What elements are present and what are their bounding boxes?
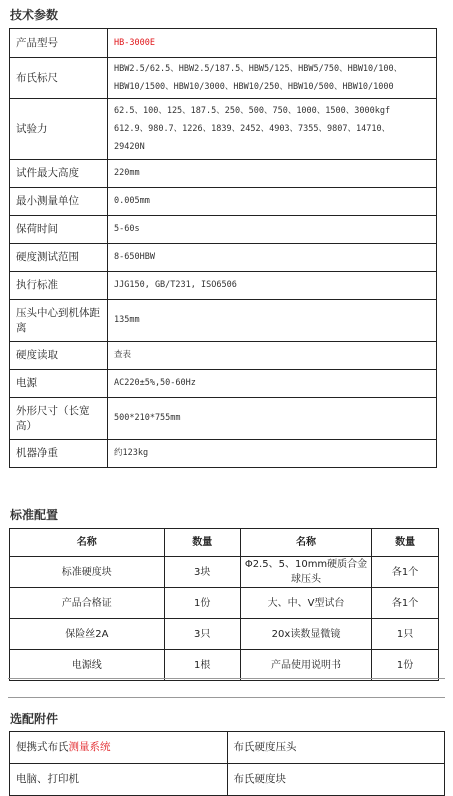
spec-label: 硬度测试范围 bbox=[10, 244, 108, 272]
spec-row bbox=[10, 300, 437, 342]
table-cell: 1份 bbox=[372, 650, 439, 681]
standard-config-table bbox=[9, 528, 439, 681]
table-cell: Φ2.5、5、10mm硬质合金球压头 bbox=[240, 557, 371, 588]
spec-value bbox=[108, 216, 437, 244]
column-header: 数量 bbox=[164, 529, 240, 557]
spec-row bbox=[10, 29, 437, 58]
table-cell: 产品合格证 bbox=[10, 588, 165, 619]
spec-row bbox=[10, 216, 437, 244]
spec-label: 最小测量单位 bbox=[10, 188, 108, 216]
spec-value-line: HBW2.5/62.5、HBW2.5/187.5、HBW5/125、HBW5/750、HBW10/100、 bbox=[114, 63, 403, 74]
spec-value bbox=[108, 160, 437, 188]
table-cell: 1份 bbox=[164, 588, 240, 619]
table-cell: 3块 bbox=[164, 557, 240, 588]
spec-value-line: 612.9、980.7、1226、1839、2452、4903、7355、9807、14710、 bbox=[114, 123, 391, 134]
divider bbox=[8, 697, 445, 698]
divider bbox=[8, 678, 445, 679]
table-cell: 保险丝2A bbox=[10, 619, 165, 650]
table-cell: 大、中、V型试台 bbox=[240, 588, 371, 619]
table-cell: 3只 bbox=[164, 619, 240, 650]
column-header: 名称 bbox=[10, 529, 165, 557]
spec-value-line: HB-3000E bbox=[114, 37, 155, 48]
table-cell: 产品使用说明书 bbox=[240, 650, 371, 681]
spec-value-line: HBW10/1500、HBW10/3000、HBW10/250、HBW10/500、HBW10/1000 bbox=[114, 81, 394, 92]
column-header: 名称 bbox=[240, 529, 371, 557]
tech-section-title: 技术参数 bbox=[10, 8, 59, 22]
spec-label: 电源 bbox=[10, 370, 108, 398]
column-header: 数量 bbox=[372, 529, 439, 557]
optional-section-title: 选配附件 bbox=[10, 712, 59, 726]
spec-value-line: JJG150, GB/T231, ISO6506 bbox=[114, 280, 237, 290]
spec-value bbox=[108, 300, 437, 342]
spec-label: 机器净重 bbox=[10, 440, 108, 468]
table-row bbox=[10, 732, 445, 764]
table-cell bbox=[10, 764, 228, 796]
cell-text: 布氏硬度压头 bbox=[233, 741, 297, 753]
spec-value bbox=[108, 398, 437, 440]
cell-text: 电脑、打印机 bbox=[16, 773, 79, 785]
spec-label: 硬度读取 bbox=[10, 342, 108, 370]
spec-label: 压头中心到机体距离 bbox=[10, 300, 108, 342]
table-row bbox=[10, 557, 439, 588]
table-cell bbox=[10, 732, 228, 764]
tech-spec-table bbox=[9, 28, 437, 468]
spec-row bbox=[10, 58, 437, 99]
spec-label: 产品型号 bbox=[10, 29, 108, 58]
table-cell: 1只 bbox=[372, 619, 439, 650]
spec-value bbox=[108, 244, 437, 272]
cell-text: 布氏硬度块 bbox=[233, 773, 286, 785]
spec-value-line: 8-650HBW bbox=[114, 252, 155, 262]
highlight-text: 测量系统 bbox=[68, 741, 111, 753]
cell-text: 便携式布氏 bbox=[16, 741, 69, 753]
spec-row bbox=[10, 370, 437, 398]
table-cell: 20x读数显微镜 bbox=[240, 619, 371, 650]
spec-row bbox=[10, 244, 437, 272]
spec-row bbox=[10, 440, 437, 468]
spec-value-line: AC220±5%,50-60Hz bbox=[114, 378, 196, 388]
standard-section-title: 标准配置 bbox=[10, 508, 59, 522]
table-cell: 各1个 bbox=[372, 557, 439, 588]
spec-row bbox=[10, 188, 437, 216]
spec-value-line: 500*210*755mm bbox=[114, 413, 181, 423]
table-row bbox=[10, 619, 439, 650]
spec-value bbox=[108, 29, 437, 58]
spec-row bbox=[10, 398, 437, 440]
spec-value bbox=[108, 440, 437, 468]
spec-value bbox=[108, 370, 437, 398]
spec-row bbox=[10, 272, 437, 300]
spec-label: 保荷时间 bbox=[10, 216, 108, 244]
spec-label: 试验力 bbox=[10, 99, 108, 160]
table-row bbox=[10, 764, 445, 796]
table-row bbox=[10, 650, 439, 681]
spec-value-line: 5-60s bbox=[114, 224, 140, 234]
spec-label: 试件最大高度 bbox=[10, 160, 108, 188]
spec-value-line: 220mm bbox=[114, 168, 140, 178]
spec-value bbox=[108, 272, 437, 300]
spec-label: 布氏标尺 bbox=[10, 58, 108, 99]
table-cell: 1根 bbox=[164, 650, 240, 681]
spec-value-line: 查表 bbox=[114, 350, 132, 360]
optional-accessories-table bbox=[9, 731, 445, 796]
spec-value-line: 29420N bbox=[114, 141, 145, 152]
table-cell bbox=[227, 732, 445, 764]
spec-row bbox=[10, 342, 437, 370]
spec-value bbox=[108, 58, 437, 99]
spec-value-line: 135mm bbox=[114, 315, 140, 325]
table-cell bbox=[227, 764, 445, 796]
spec-label: 执行标准 bbox=[10, 272, 108, 300]
spec-value bbox=[108, 188, 437, 216]
spec-value bbox=[108, 342, 437, 370]
spec-label: 外形尺寸（长宽高） bbox=[10, 398, 108, 440]
spec-value-line: 62.5、100、125、187.5、250、500、750、1000、1500、3000kgf bbox=[114, 105, 391, 116]
spec-value-line: 0.005mm bbox=[114, 196, 150, 206]
table-cell: 电源线 bbox=[10, 650, 165, 681]
spec-row bbox=[10, 160, 437, 188]
spec-value-line: 约123kg bbox=[114, 448, 149, 458]
table-header-row bbox=[10, 529, 439, 557]
spec-value bbox=[108, 99, 437, 160]
table-cell: 各1个 bbox=[372, 588, 439, 619]
table-row bbox=[10, 588, 439, 619]
table-cell: 标准硬度块 bbox=[10, 557, 165, 588]
spec-row bbox=[10, 99, 437, 160]
